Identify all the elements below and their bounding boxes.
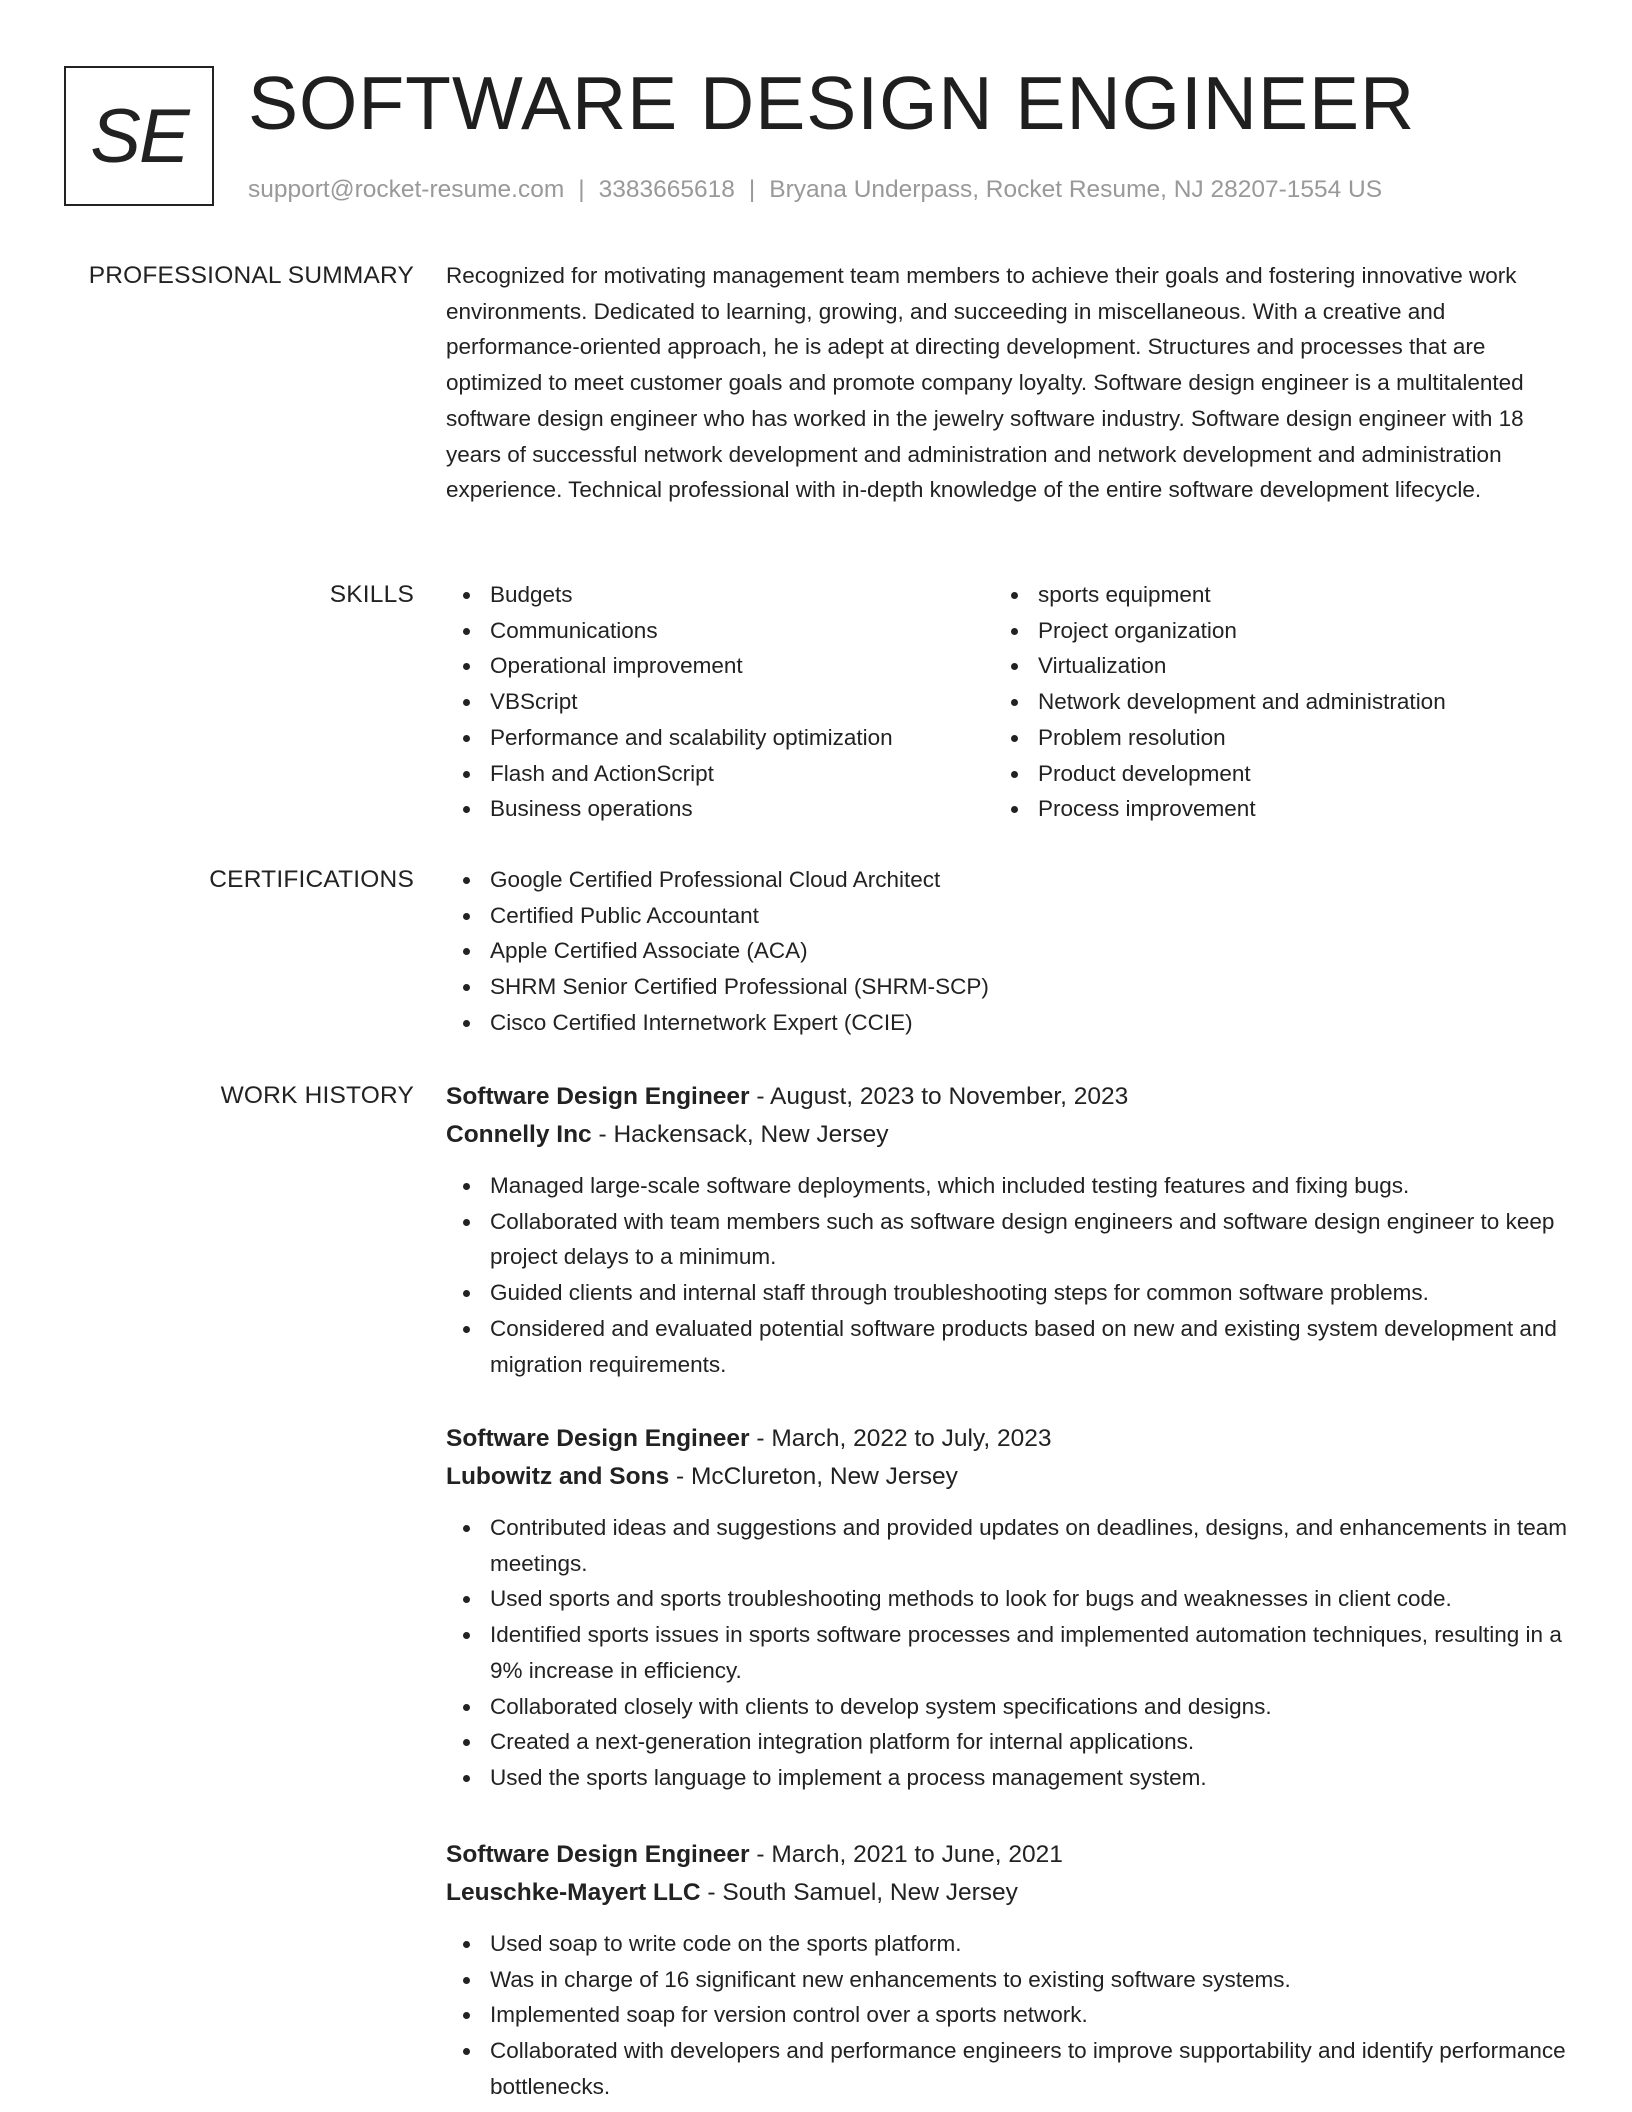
job-title: Software Design Engineer [446,1841,750,1868]
contact-email: support@rocket-resume.com [248,176,565,203]
skill-item: VBScript [446,684,893,720]
certifications-body [446,862,1566,1041]
job-bullet: Was in charge of 16 significant new enhancements to existing software systems. [446,1962,1576,1998]
job-company: Leuschke-Mayert LLC [446,1879,701,1906]
contact-line [248,175,1382,205]
job-bullet: Collaborated with developers and performance engineers to improve supportability and identify performance bottlenecks. [446,2033,1576,2104]
job-location: - Hackensack, New Jersey [591,1121,889,1148]
section-label-certifications: CERTIFICATIONS [209,866,414,893]
job-bullet: Created a next-generation integration platform for internal applications. [446,1724,1576,1760]
skill-item: Process improvement [994,791,1446,827]
summary-body [446,258,1566,508]
job-company-line [446,1874,1576,1912]
skill-item: Performance and scalability optimization [446,720,893,756]
skill-item: Business operations [446,791,893,827]
certification-item: Certified Public Accountant [446,898,1566,934]
job-bullet: Managed large-scale software deployments, which included testing features and fixing bugs. [446,1168,1576,1204]
certification-item: Apple Certified Associate (ACA) [446,933,1566,969]
job-dates: - August, 2023 to November, 2023 [749,1083,1129,1110]
skill-item: Flash and ActionScript [446,756,893,792]
job-bullet: Guided clients and internal staff through troubleshooting steps for common software problems. [446,1275,1576,1311]
job-title-line [446,1078,1576,1116]
job-title: Software Design Engineer [446,1083,750,1110]
job-title-line [446,1836,1576,1874]
job-entry [446,1420,1576,1796]
job-company: Connelly Inc [446,1121,592,1148]
contact-phone: 3383665618 [598,176,735,203]
certification-item: Cisco Certified Internetwork Expert (CCIE) [446,1005,1566,1041]
job-bullets [446,1510,1576,1796]
certification-item: SHRM Senior Certified Professional (SHRM-SCP) [446,969,1566,1005]
skill-item: Communications [446,613,893,649]
job-title-line [446,1420,1576,1458]
skills-list-right [994,577,1446,827]
job-bullet: Used the sports language to implement a process management system. [446,1760,1576,1796]
job-bullet: Implemented soap for version control over a sports network. [446,1997,1576,2033]
contact-address: Bryana Underpass, Rocket Resume, NJ 28207-1554 US [769,176,1383,203]
job-company: Lubowitz and Sons [446,1463,670,1490]
skill-item: Problem resolution [994,720,1446,756]
certification-item: Google Certified Professional Cloud Architect [446,862,1566,898]
job-location: - McClureton, New Jersey [669,1463,958,1490]
skill-item: Project organization [994,613,1446,649]
section-label-skills: SKILLS [329,581,414,608]
job-bullet: Contributed ideas and suggestions and provided updates on deadlines, designs, and enhancements in team meetings. [446,1510,1576,1581]
skills-column-left [446,577,893,827]
monogram-logo: SE [64,66,214,206]
skill-item: Operational improvement [446,648,893,684]
skill-item: Network development and administration [994,684,1446,720]
summary-text: Recognized for motivating management team members to achieve their goals and fostering innovative work environments. Dedicated to learning, growing, and succeeding in miscellaneous. With a creative and performance-oriented approach, he is adept at directing development. Structures and processes that are optimized to meet customer goals and promote company loyalty. Software design engineer is a multitalented software design engineer who has worked in the jewelry software industry. Software design engineer with 18 years of successful network development and administration and network development and administration experience. Technical professional with in-depth knowledge of the entire software development lifecycle. [446,263,1524,503]
certifications-list [446,862,1566,1041]
skill-item: Budgets [446,577,893,613]
job-entry [446,1078,1576,1382]
job-dates: - March, 2021 to June, 2021 [749,1841,1063,1868]
job-bullet: Identified sports issues in sports software processes and implemented automation techniques, resulting in a 9% increase in efficiency. [446,1617,1576,1688]
job-bullets [446,1168,1576,1382]
skill-item: Product development [994,756,1446,792]
job-title: Software Design Engineer [446,1425,750,1452]
job-bullet: Collaborated with team members such as software design engineers and software design engineer to keep project delays to a minimum. [446,1204,1576,1275]
job-entry [446,1836,1576,2105]
job-bullet: Considered and evaluated potential software products based on new and existing system development and migration requirements. [446,1311,1576,1382]
section-label-work-history: WORK HISTORY [220,1082,414,1109]
job-location: - South Samuel, New Jersey [700,1879,1018,1906]
job-bullets [446,1926,1576,2105]
contact-separator: | [748,176,756,203]
job-bullet: Used sports and sports troubleshooting methods to look for bugs and weaknesses in client code. [446,1581,1576,1617]
job-company-line [446,1458,1576,1496]
section-label-summary: PROFESSIONAL SUMMARY [88,262,414,289]
job-bullet: Collaborated closely with clients to develop system specifications and designs. [446,1689,1576,1725]
skills-list-left [446,577,893,827]
job-bullet: Used soap to write code on the sports platform. [446,1926,1576,1962]
skills-column-right [994,577,1446,827]
job-company-line [446,1116,1576,1154]
skill-item: Virtualization [994,648,1446,684]
skill-item: sports equipment [994,577,1446,613]
job-dates: - March, 2022 to July, 2023 [749,1425,1052,1452]
resume-title: SOFTWARE DESIGN ENGINEER [248,61,1416,145]
contact-separator: | [578,176,585,203]
